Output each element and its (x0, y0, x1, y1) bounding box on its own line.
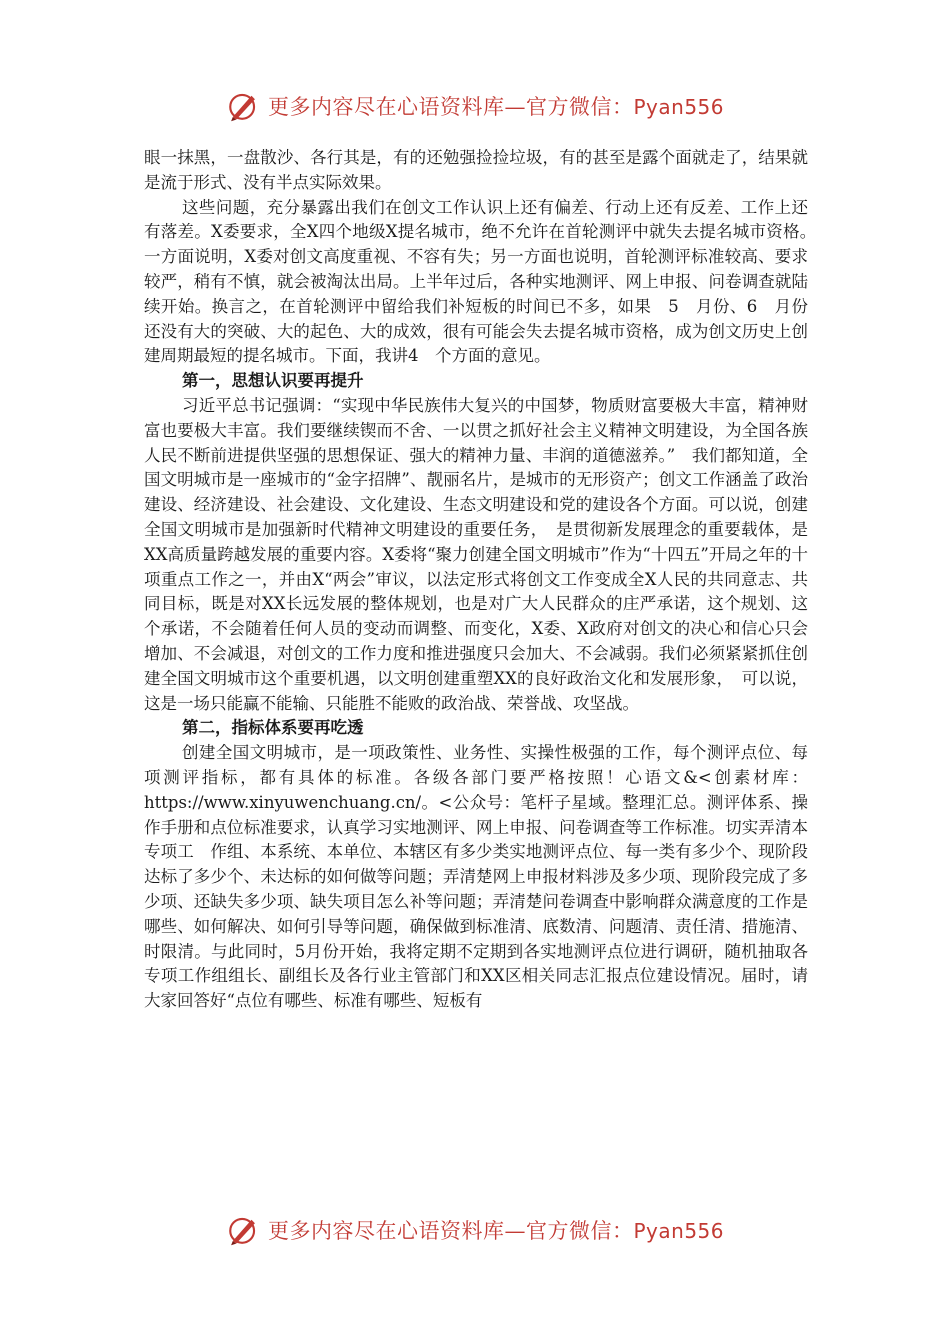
paragraph-body: 创建全国文明城市，是一项政策性、业务性、实操性极强的工作，每个测评点位、每项测评指标，都有具体的标准。各级各部门要严格按照！心语文&<创素材库：https://www.xinyuwenchuang.cn/。<公众号：笔杆子星域。整理汇总。测评体系、操作手册和点位标准要求，认真学习实地测评、网上申报、问卷调查等工作标准。切实弄清本专项工 作组、本系统、本单位、本辖区有多少类实地测评点位、每一类有多少个、现阶段达标了多少个、未达标的如何做等问题；弄清楚网上申报材料涉及多少项、现阶段完成了多少项、还缺失多少项、缺失项目怎么补等问题；弄清楚问卷调查中影响群众满意度的工作是哪些、如何解决、如何引导等问题，确保做到标准清、底数清、问题清、责任清、措施清、时限清。与此同时，5月份开始，我将定期不定期到各实地测评点位进行调研，随机抽取各专项工作组组长、副组长及各行业主管部门和XX区相关同志汇报点位建设情况。届时，请大家回答好“点位有哪些、标准有哪些、短板有 (144, 743, 808, 1011)
watermark-id: Pyan556 (633, 95, 724, 119)
paragraph-body: 这些问题，充分暴露出我们在创文工作认识上还有偏差、行动上还有反差、工作上还有落差。X委要求，全X四个地级X提名城市，绝不允许在首轮测评中就失去提名城市资格。 一方面说明，X委对创文高度重视、不容有失；另一方面也说明，首轮测评标准较高、要求较严，稍有不慎，就会被淘汰出局。上半年过后，各种实地测评、网上申报、问卷调查就陆续开始。换言之，在首轮测评中留给我们补短板的时间已不多，如果 5 月份、6 月份还没有大的突破、大的起色、大的成效，很有可能会失去提名城市资格，成为创文历史上创建周期最短的提名城市。下面，我讲4 个方面的意见。 (144, 197, 825, 366)
paragraph-continuation: 眼一抹黑，一盘散沙、各行其是，有的还勉强捡捡垃圾，有的甚至是露个面就走了，结果就是流于形式、没有半点实际效果。 (144, 148, 808, 192)
document-body (144, 146, 825, 1014)
section-heading: 第二，指标体系要再吃透 (182, 718, 364, 738)
header-watermark (0, 84, 950, 128)
watermark-id: Pyan556 (633, 1219, 724, 1243)
watermark-text: 更多内容尽在心语资料库—官方微信：Pyan556 (267, 1219, 724, 1243)
footer-watermark (0, 1208, 950, 1252)
section-heading: 第一，思想认识要再提升 (182, 371, 364, 391)
pen-logo-icon (226, 1213, 260, 1247)
watermark-text: 更多内容尽在心语资料库—官方微信：Pyan556 (267, 95, 724, 119)
paragraph-body: 习近平总书记强调：“实现中华民族伟大复兴的中国梦，物质财富要极大丰富，精神财富也要极大丰富。我们要继续锲而不舍、一以贯之抓好社会主义精神文明建设，为全国各族人民不断前进提供坚强的思想保证、强大的精神力量、丰润的道德滋养。” 我们都知道，全国文明城市是一座城市的“金字招牌”、靓丽名片，是城市的无形资产；创文工作涵盖了政治建设、经济建设、社会建设、文化建设、生态文明建设和党的建设各个方面。可以说，创建全国文明城市是加强新时代精神文明建设的重要任务， 是贯彻新发展理念的重要载体，是XX高质量跨越发展的重要内容。X委将“聚力创建全国文明城市”作为“十四五”开局之年的十项重点工作之一，并由X“两会”审议，以法定形式将创文工作变成全X人民的共同意志、共同目标，既是对XX长远发展的整体规划，也是对广大人民群众的庄严承诺，这个规划、这个承诺，不会随着任何人员的变动而调整、而变化，X委、X政府对创文的决心和信心只会增加、不会减退，对创文的工作力度和推进强度只会加大、不会减弱。我们必须紧紧抓住创建全国文明城市这个重要机遇，以文明创建重塑XX的良好政治文化和发展形象， 可以说，这是一场只能赢不能输、只能胜不能败的政治战、荣誉战、攻坚战。 (144, 395, 808, 713)
pen-logo-icon (226, 89, 260, 123)
